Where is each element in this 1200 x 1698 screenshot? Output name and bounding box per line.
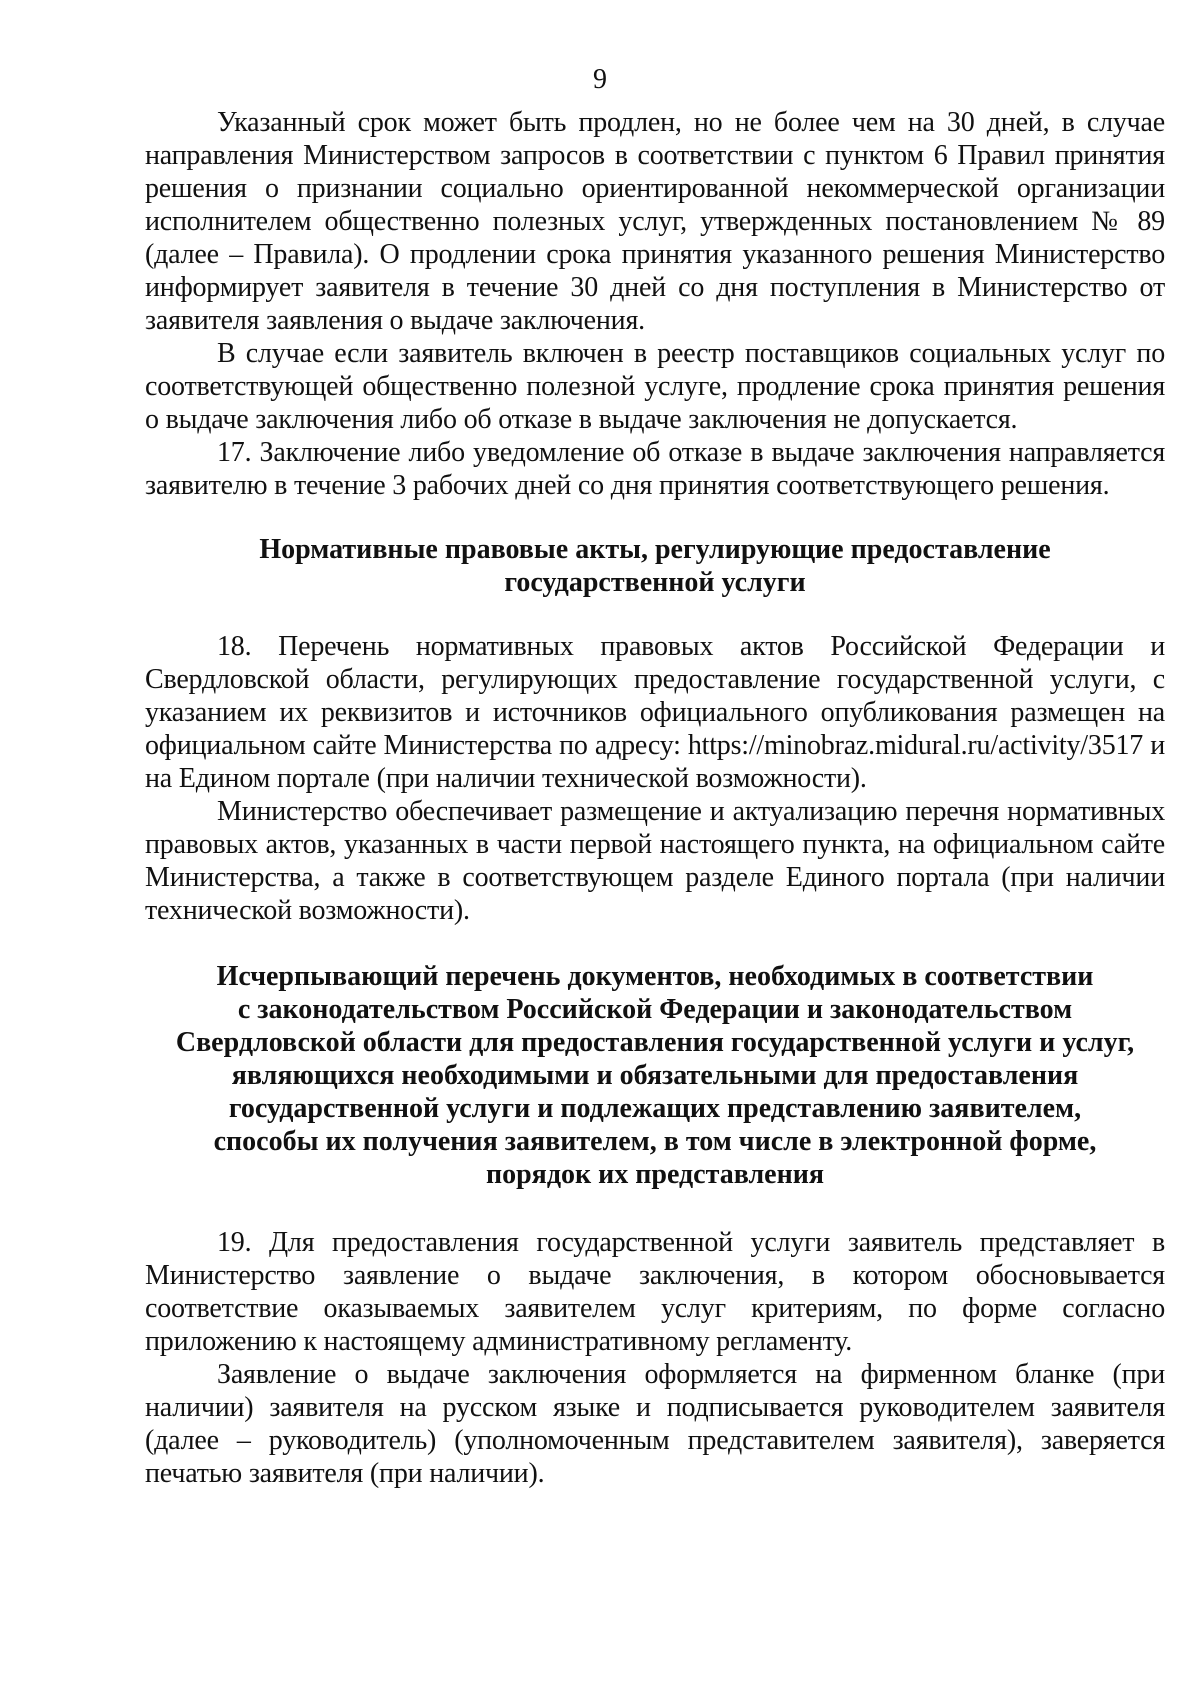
section-spacer bbox=[145, 502, 1165, 533]
paragraph-registry-case: В случае если заявитель включен в реестр поставщиков социальных услуг по соответствующей общественно полезной услуге, продление срока принятия решения о выдаче заключения либо об отказе в выдаче заключения не допускается. bbox=[145, 338, 1165, 435]
paragraph-item-17: 17. Заключение либо уведомление об отказе в выдаче заключения направляется заявителю в течение 3 рабочих дней со дня принятия соответствующего решения. bbox=[145, 437, 1165, 501]
paragraph-application-form: Заявление о выдаче заключения оформляется на фирменном бланке (при наличии) заявителя на русском языке и подписывается руководителем заявителя (далее – руководитель) (уполномоченным представителем заявителя), заверяется печатью заявителя (при наличии). bbox=[145, 1359, 1165, 1489]
section-heading-document-list: Исчерпывающий перечень документов, необходимых в соответствии с законодательством Российской Федерации и законодательством Свердловской области для предоставления государственной услуги и услуг, являющихся необходимыми и обязательными для предоставления государственной услуги и подлежащих представлению заявителем, способы их получения заявителем, в том числе в электронной форме, порядок их представления bbox=[175, 961, 1135, 1190]
paragraph-extension-term: Указанный срок может быть продлен, но не более чем на 30 дней, в случае направления Министерством запросов в соответствии с пунктом 6 Правил принятия решения о признании социально ориентированной некоммерческой организации исполнителем общественно полезных услуг, утвержденных постановлением № 89 (далее – Правила). О продлении срока принятия указанного решения Министерство информирует заявителя в течение 30 дней со дня поступления в Министерство от заявителя заявления о выдаче заключения. bbox=[145, 107, 1165, 336]
paragraph-ministry-publishes: Министерство обеспечивает размещение и актуализацию перечня нормативных правовых актов, указанных в части первой настоящего пункта, на официальном сайте Министерства, а также в соответствующем разделе Единого портала (при наличии технической возможности). bbox=[145, 796, 1165, 926]
section-spacer bbox=[145, 927, 1165, 960]
page-number: 9 bbox=[593, 64, 607, 95]
section-spacer bbox=[145, 599, 1165, 630]
document-body bbox=[145, 106, 1165, 1490]
paragraph-item-18: 18. Перечень нормативных правовых актов Российской Федерации и Свердловской области, регулирующих предоставление государственной услуги, с указанием их реквизитов и источников официального опубликования размещен на официальном сайте Министерства по адресу: https://minobraz.midural.ru/activity/3517 и на Едином портале (при наличии технической возможности). bbox=[145, 631, 1165, 794]
section-heading-normative-acts: Нормативные правовые акты, регулирующие предоставление государственной услуги bbox=[259, 534, 1051, 598]
paragraph-item-19: 19. Для предоставления государственной услуги заявитель представляет в Министерство заявление о выдаче заключения, в котором обосновывается соответствие оказываемых заявителем услуг критериям, по форме согласно приложению к настоящему административному регламенту. bbox=[145, 1227, 1165, 1357]
section-spacer bbox=[145, 1191, 1165, 1226]
